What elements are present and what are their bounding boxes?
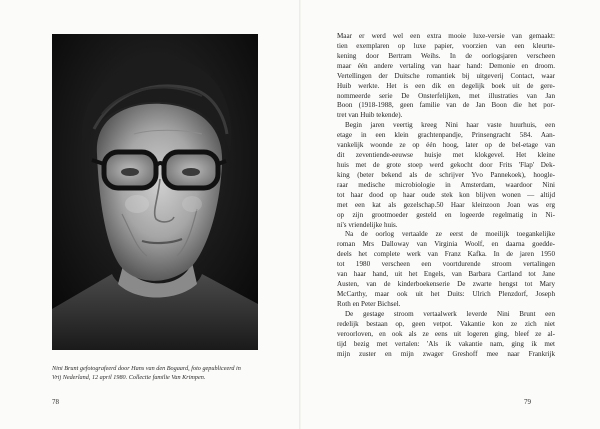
text-line: tijd bezig met vertalen: 'Als ik vakantie nam, ging ik met — [337, 339, 555, 348]
text-line: king (beter bekend als de schrijver Yvo Pannekoek), hoogle- — [337, 170, 555, 179]
text-line: met een kat als gezelschap.50 Haar kleinzoon Joan was erg — [337, 200, 555, 209]
caption-publication: Vrij Nederland — [52, 374, 89, 381]
text-line: nommeerde serie De Onsterfelijken, met illustraties van Jan — [337, 91, 555, 100]
text-line: Begin jaren veertig kreeg Nini haar vaste huurhuis, een — [345, 121, 555, 130]
portrait-photo — [52, 34, 258, 350]
text-line: Roth en Peter Bichsel. — [337, 299, 401, 308]
text-line: McCarthy, maar ook uit het Duits: Ulrich Plenzdorf, Joseph — [337, 289, 555, 298]
text-line: Boon (1918-1988, geen familie van de Jan Boon die het por- — [337, 101, 555, 110]
text-line: deels het complete werk van Franz Kafka. In de jaren 1950 — [337, 250, 555, 259]
left-page — [0, 0, 299, 429]
text-line: De gestage stroom vertaalwerk leverde Nini Brunt een — [345, 309, 555, 318]
text-line: veroorloven, en ook als ze eens uit logeren ging, bleef ze al- — [337, 329, 555, 338]
text-line: vankelijk woonde ze op één hoog, later op de bel-etage van — [337, 141, 555, 150]
text-line: Na de oorlog vertaalde ze eerst de moeilijk toegankelijke — [345, 230, 555, 239]
caption-line-1: Nini Brunt gefotografeerd door Hans van den Bogaard, foto gepubliceerd in — [52, 365, 241, 372]
text-line: van haar hand, uit het Engels, van Barbara Cartland tot Jane — [337, 270, 555, 279]
text-line: tret van Huib tekende). — [337, 111, 403, 120]
text-line: redelijk bestaan op, geen vetpot. Vakantie kon ze zich niet — [337, 319, 555, 328]
right-page — [301, 0, 600, 429]
caption-details: , 12 april 1980. Collectie familie Van Krimpen. — [88, 374, 206, 381]
text-line: roman Mrs Dalloway van Virginia Woolf, en daarna goedde- — [337, 240, 555, 249]
text-line: mijn zuster en mijn zwager Greshoff mee naar Frankrijk — [337, 349, 555, 358]
text-line: ni's vriendelijke huis. — [337, 220, 398, 229]
text-line: op zijn grootmoeder gesteld en logeerde regelmatig in Ni- — [337, 210, 555, 219]
text-line: Huib werkte. Het is een dik en degelijk boek uit de gere- — [337, 81, 555, 90]
text-line: raar medische microbiologie in Amsterdam, waardoor Nini — [337, 180, 555, 189]
text-line: Austen, van de kinderboekenserie De zwarte hengst tot Mary — [337, 280, 555, 289]
body-text — [337, 32, 555, 359]
portrait-illustration — [52, 34, 258, 350]
text-line: etage in een klein grachtenpandje, Prinsengracht 584. Aan- — [337, 131, 555, 140]
text-line: dit zeventiende-eeuwse huisje met klokgevel. Het kleine — [337, 151, 555, 160]
text-line: maar één andere vertaling van haar hand: Demonie en droom. — [337, 61, 555, 70]
text-line: tot haar dood op haar oude stek kon blijven wonen — altijd — [337, 190, 555, 199]
text-line: Maar er werd wel een extra mooie luxe-versie van gemaakt: — [337, 32, 555, 40]
text-line: kening door Bertram Weihs. In de oorlogsjaren verscheen — [337, 51, 555, 60]
page-number-right: 79 — [524, 398, 531, 406]
text-line: huis met de grote stoep werd gekocht door Frits 'Flap' Dek- — [337, 160, 555, 169]
text-line: Vertellingen der Duitsche romantiek bij uitgeverij Contact, waar — [337, 71, 555, 80]
text-line: tot 1980 verscheen een voortdurende stroom vertalingen — [337, 260, 555, 269]
photo-caption — [52, 364, 262, 382]
page-number-left: 78 — [52, 398, 59, 406]
text-line: tien exemplaren op luxe papier, voorzien van een kleurte- — [337, 41, 555, 50]
